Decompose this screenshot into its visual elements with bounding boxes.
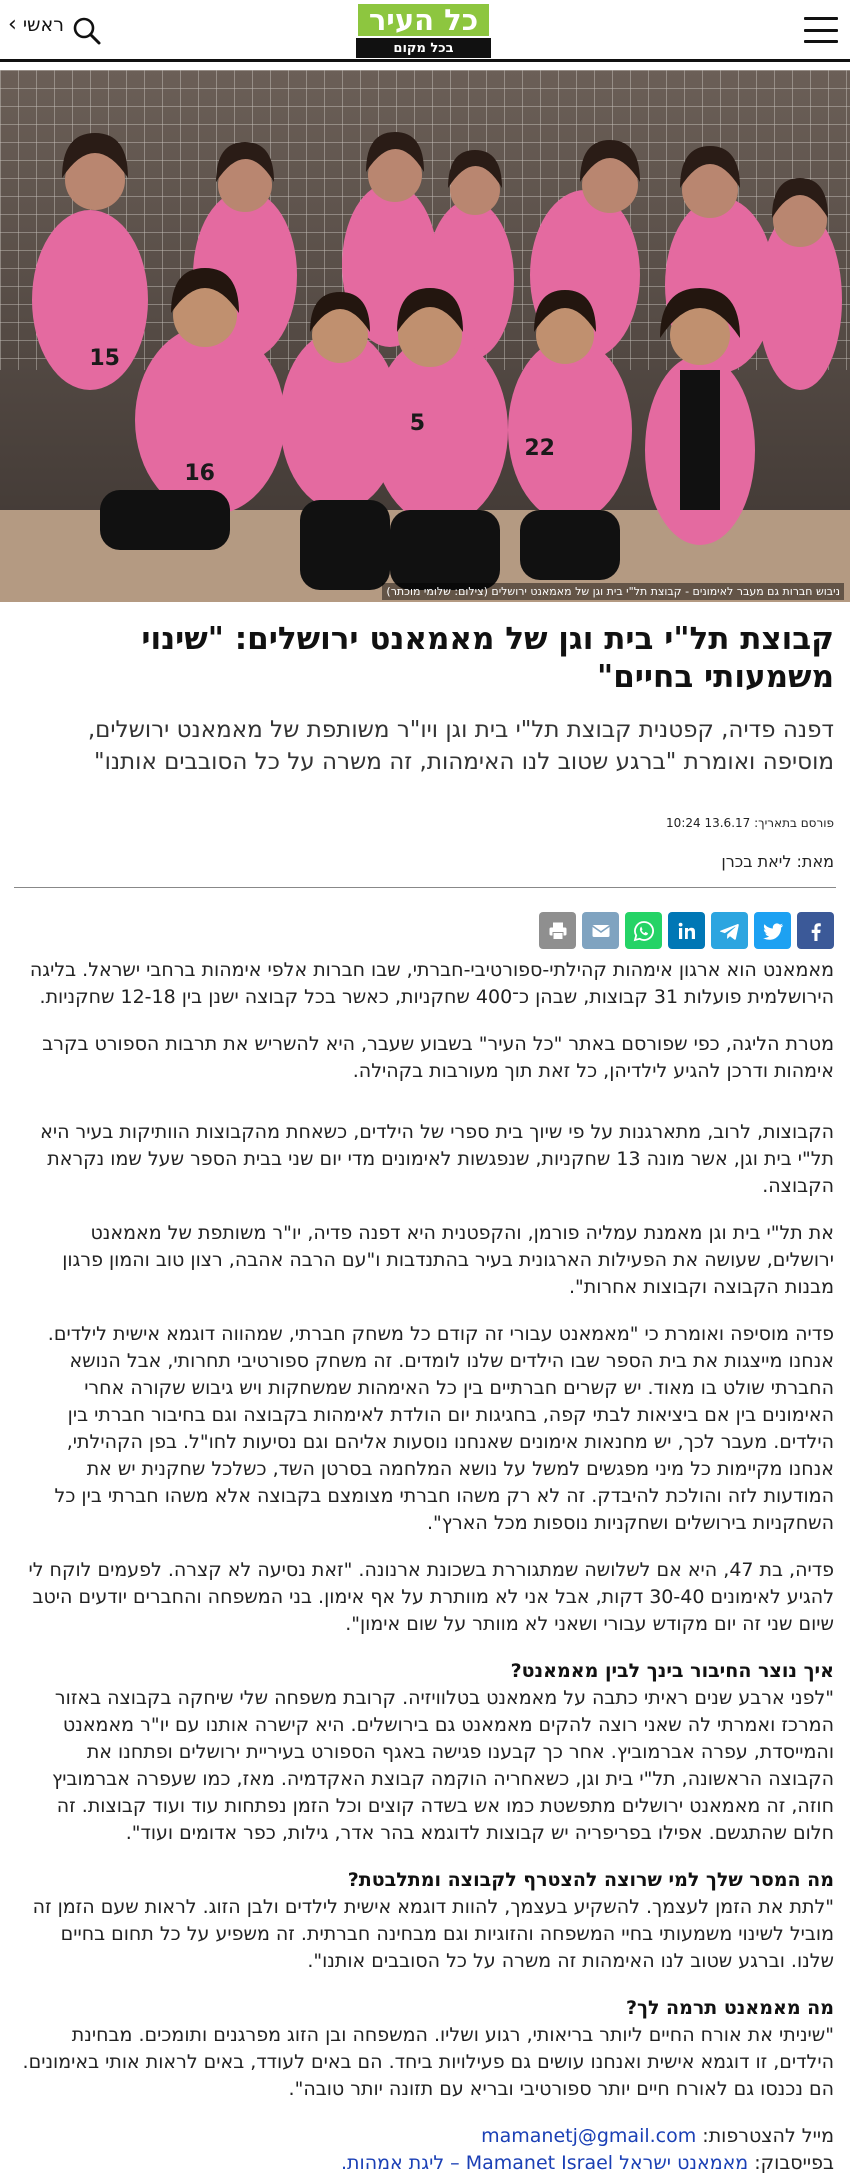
divider xyxy=(14,887,836,888)
jersey-number: 22 xyxy=(524,436,555,461)
share-facebook-button[interactable] xyxy=(797,912,834,949)
question-heading: מה מאמאנט תרמה לך? xyxy=(625,1997,834,2019)
publish-date: פורסם בתאריך: 13.6.17 10:24 xyxy=(666,816,834,830)
paragraph: פדיה, בת 47, היא אם לשלושה שמתגוררת בשכונת ארנונה. "זאת נסיעה לא קצרה. לפעמים לוקח לי להגיע לאימונים 30-40 דקות, אבל אני לא מוותרת על אף אימון. בני המשפחה והחברים יודעים היטב שיום שני זה יום מקודש עבורי ושאני לא מוותר על שום אימון". xyxy=(28,1559,834,1635)
back-label: ראשי xyxy=(22,14,64,36)
paragraph: פדיה מוסיפה ואומרת כי "מאמאנט עבורי זה קודם כל משחק חברתי, שמהווה דוגמא אישית לילדים. אנחנו מייצגות את בית הספר שבו הילדים שלנו לומדים. זה משחק ספורטיבי תחרותי, אבל הנושא החברתי שולט בו מאוד. יש קשרים חברתיים בין כל האימהות שמשחקות ויש גיבוש שקורה אחרי האימונים בין אם ביציאות לבתי קפה, בחגיגות יום הולדת לאימהות בקבוצה וגם בחיבור חברתי בין הילדים. מעבר לכך, יש מחנאות אימונים שאנחנו נוסעות אליהם וגם נסיעות לחו"ל. בפן הקהילתי, אנחנו מקיימות כל מיני מפגשים למשל על נושא המלחמה בסרטן השד, כשלכל שחקנית יש את המודעות לזה והולכת להיבדק. זה לא רק משהו חברתי מצומצם בקבוצה אלא משהו חברתי בין כל השחקניות בירושלים ושחקניות נוספות מכל הארץ". xyxy=(47,1323,834,1534)
telegram-icon xyxy=(718,919,742,943)
article-subtitle: דפנה פדיה, קפטנית קבוצת תל"י בית וגן ויו"ר משותפת של מאמאנט ירושלים, מוסיפה ואומרת "ברגע שטוב לנו האימהות, זה משרה על כל הסובבים אותנו" xyxy=(87,717,834,775)
share-telegram-button[interactable] xyxy=(711,912,748,949)
team-photo-illustration xyxy=(0,70,850,602)
share-bar xyxy=(16,912,834,949)
print-button[interactable] xyxy=(539,912,576,949)
facebook-link[interactable]: מאמאנט ישראל Mamanet Israel – ליגת אמהות. xyxy=(341,2152,749,2174)
mail-label: מייל להצטרפות: xyxy=(702,2125,834,2147)
question-heading: איך נוצר החיבור בינך לבין מאמאנט? xyxy=(510,1660,834,1682)
article-body xyxy=(16,957,834,2177)
share-email-button[interactable] xyxy=(582,912,619,949)
contact-mail-row xyxy=(16,2123,834,2150)
paragraph: הקבוצות, לרוב, מתארגנות על פי שיוך בית ספרי של הילדים, כשאחת מהקבוצות הוותיקות בעיר היא תל"י בית וגן, אשר מונה 13 שחקניות, שנפגשות לאימונים מדי יום שני בבית הספר שעל שמו נקראת הקבוצה. xyxy=(40,1121,834,1197)
envelope-icon xyxy=(589,919,613,943)
mail-link[interactable]: mamanetj@gmail.com xyxy=(481,2125,697,2147)
answer-paragraph: "לתת את הזמן לעצמך. להשקיע בעצמך, להוות דוגמא אישית לילדים ולבן הזוג. לראות שעם הזמן זה מוביל לשינוי משמעותי בחיי המשפחה והזוגיות וגם מבחינה חברתית. זה משפיע על כל תחום בחיים שלנו. וברגע שטוב לנו האימהות זה משרה על כל הסובבים אותנו". xyxy=(32,1896,834,1972)
author-byline: מאת: ליאת בכרן xyxy=(721,852,834,871)
paragraph: את תל"י בית וגן מאמנת עמליה פורמן, והקפטנית היא דפנה פדיה, יו"ר משותפת של מאמאנט ירושלים, שעושה את הפעילות הארגונית בעיר בהתנדבות ו"עם הרבה אהבה, רצון טוב והמון פרגון מבנות הקבוצה וקבוצות אחרות". xyxy=(62,1222,834,1298)
contact-facebook-row xyxy=(16,2150,834,2177)
share-twitter-button[interactable] xyxy=(754,912,791,949)
logo-main-text: כל העיר xyxy=(356,2,491,38)
chevron-left-icon: ‹ xyxy=(8,12,17,37)
printer-icon xyxy=(546,919,570,943)
jersey-number: 16 xyxy=(184,461,215,486)
hero-photo xyxy=(0,70,850,602)
share-whatsapp-button[interactable] xyxy=(625,912,662,949)
paragraph: מאמאנט הוא ארגון אימהות קהילתי-ספורטיבי-חברתי, שבו חברות אלפי אימהות ברחבי ישראל. בליגה הירושלמית פועלות 31 קבוצות, שבהן כ־400 שחקניות, כאשר בכל קבוצה ישנן בין 12-18 שחקניות. xyxy=(29,959,834,1008)
back-to-home-link[interactable] xyxy=(8,14,64,36)
twitter-icon xyxy=(761,919,785,943)
jersey-number: 5 xyxy=(409,411,425,436)
facebook-icon xyxy=(804,919,828,943)
share-linkedin-button[interactable] xyxy=(668,912,705,949)
article xyxy=(0,602,850,2177)
article-title: קבוצת תל"י בית וגן של מאמאנט ירושלים: "שינוי משמעותי בחיים" xyxy=(141,621,834,695)
facebook-label: בפייסבוק: xyxy=(754,2152,834,2174)
whatsapp-icon xyxy=(632,919,656,943)
linkedin-icon xyxy=(675,919,699,943)
question-heading: מה המסר שלך למי שרוצה להצטרף לקבוצה ומתלבטת? xyxy=(347,1869,834,1891)
contact-info xyxy=(16,2123,834,2177)
logo-sub-text: בכל מקום xyxy=(356,38,491,58)
paragraph: מטרת הליגה, כפי שפורסם באתר "כל העיר" בשבוע שעבר, היא להשריש את תרבות הספורט בקרב אימהות ודרכן להגיע לילדיהן, כל זאת תוך מעורבות בקהילה. xyxy=(42,1033,834,1082)
search-icon[interactable] xyxy=(70,15,102,47)
photo-caption: ניבוש חברות גם מעבר לאימונים - קבוצת תל"י בית וגן של מאמאנט ירושלים (צילום: שלומי מוכתר) xyxy=(382,583,844,600)
jersey-number: 15 xyxy=(89,346,120,371)
hamburger-menu-icon[interactable] xyxy=(804,17,838,43)
site-logo[interactable] xyxy=(356,2,491,58)
answer-paragraph: "לפני ארבע שנים ראיתי כתבה על מאמאנט בטלוויזיה. קרובת משפחה שלי שיחקה בקבוצה באזור המרכז ואמרתי לה שאני רוצה להקים מאמאנט גם בירושלים. היא קישרה אותנו עם יו"ר מאמאנט והמייסדת, עפרה אברמוביץ. אחר כך קבענו פגישה באגף הספורט בעיריית ירושלים ופתחנו את הקבוצה הראשונה, תל"י בית וגן, כשאחריה הוקמה קבוצת האקדמיה. מאז, כמו שעפרה אברמוביץ חוזה, זה מאמאנט ירושלים מתפשטת כמו אש בשדה קוצים וכל הזמן נפתחות עוד ועוד קבוצות. זה חלום שהתגשם. אפילו בפריפריה יש קבוצות לדוגמא בהר אדר, גילות, כפר אדומים ועוד". xyxy=(51,1687,834,1844)
site-header xyxy=(0,0,850,62)
answer-paragraph: "שיניתי את אורח החיים ליותר בריאותי, רגוע ושליו. המשפחה ובן הזוג מפרגנים ותומכים. מבחינת הילדים, זו דוגמא אישית ואנחנו עושים גם פעילויות ביחד. הם באים לעודד, באים לראות אותי באימונים. הם נכנסו גם לאורח חיים יותר ספורטיבי ובריא עם תזונה יותר טובה". xyxy=(22,2024,834,2100)
